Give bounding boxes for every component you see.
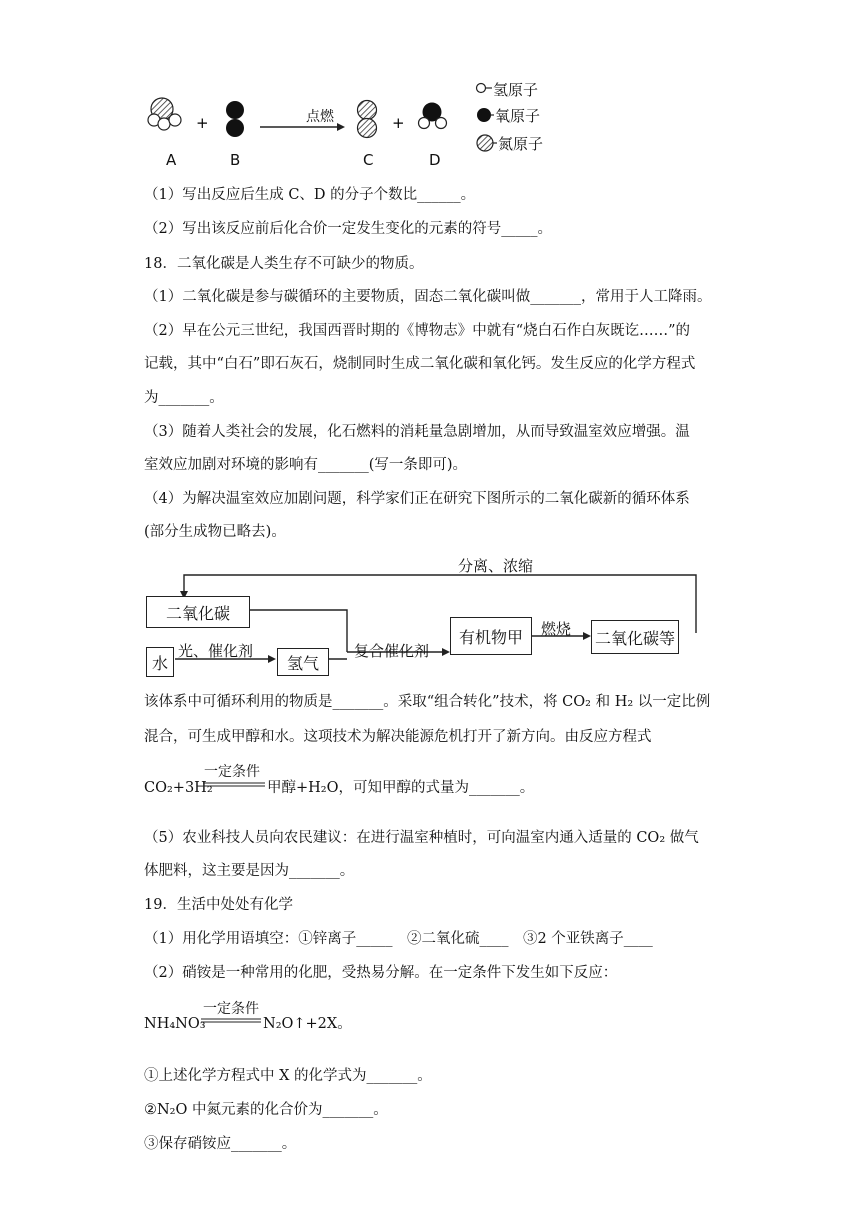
molecule-b-icon	[226, 101, 244, 137]
q18-part4-line4: 混合，可生成甲醇和水。这项技术为解决能源危机打开了新方向。由反应方程式	[144, 729, 652, 745]
q18-part2-line2: 记载，其中“白石”即石灰石，烧制同时生成二氧化碳和氧化钙。发生反应的化学方程式	[144, 356, 696, 372]
flow-top-label: 分离、浓缩	[458, 557, 534, 575]
flow-box-co2: 二氧化碳	[146, 596, 250, 628]
nitrogen-legend-icon	[477, 135, 493, 151]
q19-equation-left: NH₄NO₃	[144, 1016, 206, 1032]
hydrogen-legend-icon	[477, 84, 486, 93]
equation-double-line	[203, 781, 265, 789]
arrow-condition-label: 点燃	[306, 109, 334, 125]
legend-hydrogen: 氢原子	[493, 81, 539, 99]
q19-part2: （2）硝铵是一种常用的化肥，受热易分解。在一定条件下发生如下反应：	[144, 965, 618, 981]
flow-box-co2-etc: 二氧化碳等	[591, 620, 679, 654]
q18-equation-right: 甲醇+H₂O，可知甲醇的式量为_______。	[267, 780, 535, 796]
q18-part5-line2: 体肥料，这主要是因为_______。	[144, 863, 355, 879]
q17-part2: （2）写出该反应前后化合价一定发生变化的元素的符号_____。	[144, 221, 552, 237]
flow-arrow-catalyst-label: 复合催化剂	[354, 642, 430, 660]
molecule-a-icon	[148, 98, 181, 130]
q18-part3-line1: （3）随着人类社会的发展，化石燃料的消耗量急剧增加，从而导致温室效应增强。温	[144, 424, 690, 440]
legend-nitrogen: 氮原子	[498, 135, 544, 153]
q19-equation-condition: 一定条件	[203, 1001, 259, 1017]
q18-title: 18．二氧化碳是人类生存不可缺少的物质。	[144, 256, 424, 272]
q18-part4-line3: 该体系中可循环利用的物质是_______。采取“组合转化”技术，将 CO₂ 和 H₂ 以一定比例	[144, 694, 711, 710]
q18-part1: （1）二氧化碳是参与碳循环的主要物质，固态二氧化碳叫做_______，常用于人工降雨。	[144, 289, 712, 305]
flow-box-hydrogen: 氢气	[277, 648, 329, 676]
molecule-d-icon	[419, 103, 447, 129]
flow-arrow-water-label: 光、催化剂	[178, 642, 254, 660]
plus-sign: +	[196, 114, 209, 132]
q18-equation-left: CO₂+3H₂	[144, 780, 213, 796]
q18-part5-line1: （5）农业科技人员向农民建议：在进行温室种植时，可向温室内通入适量的 CO₂ 做气	[144, 830, 699, 846]
label-b: B	[230, 151, 241, 169]
legend-oxygen: 氧原子	[495, 107, 541, 125]
q18-equation-condition: 一定条件	[204, 764, 260, 780]
q17-part1: （1）写出反应后生成 C、D 的分子个数比______。	[144, 187, 476, 203]
q19-part1: （1）用化学用语填空：①锌离子_____ ②二氧化硫____ ③2 个亚铁离子____	[144, 931, 653, 947]
q19-sub3: ③保存硝铵应_______。	[144, 1136, 297, 1152]
q19-equation-right: N₂O↑+2X。	[263, 1016, 352, 1032]
q18-part2-line3: 为_______。	[144, 390, 224, 406]
plus-sign: +	[392, 114, 405, 132]
q18-part4-line1: （4）为解决温室效应加剧问题，科学家们正在研究下图所示的二氧化碳新的循环体系	[144, 491, 690, 507]
label-c: C	[363, 151, 374, 169]
q18-part4-line2: (部分生成物已略去)。	[144, 524, 286, 540]
label-a: A	[166, 151, 177, 169]
q18-part2-line1: （2）早在公元三世纪，我国西晋时期的《博物志》中就有“烧白石作白灰既讫……”的	[144, 323, 691, 339]
equation-double-line	[201, 1017, 261, 1025]
flow-box-organic: 有机物甲	[450, 617, 532, 655]
flow-box-water: 水	[146, 647, 174, 677]
label-d: D	[429, 151, 441, 169]
molecule-c-icon	[358, 101, 377, 138]
oxygen-legend-icon	[477, 108, 491, 122]
q18-part3-line2: 室效应加剧对环境的影响有_______(写一条即可)。	[144, 457, 468, 473]
q19-title: 19．生活中处处有化学	[144, 897, 293, 913]
q19-sub1: ①上述化学方程式中 X 的化学式为_______。	[144, 1068, 432, 1084]
q19-sub2: ②N₂O 中氮元素的化合价为_______。	[144, 1102, 388, 1118]
flow-arrow-burn-label: 燃烧	[541, 620, 572, 638]
